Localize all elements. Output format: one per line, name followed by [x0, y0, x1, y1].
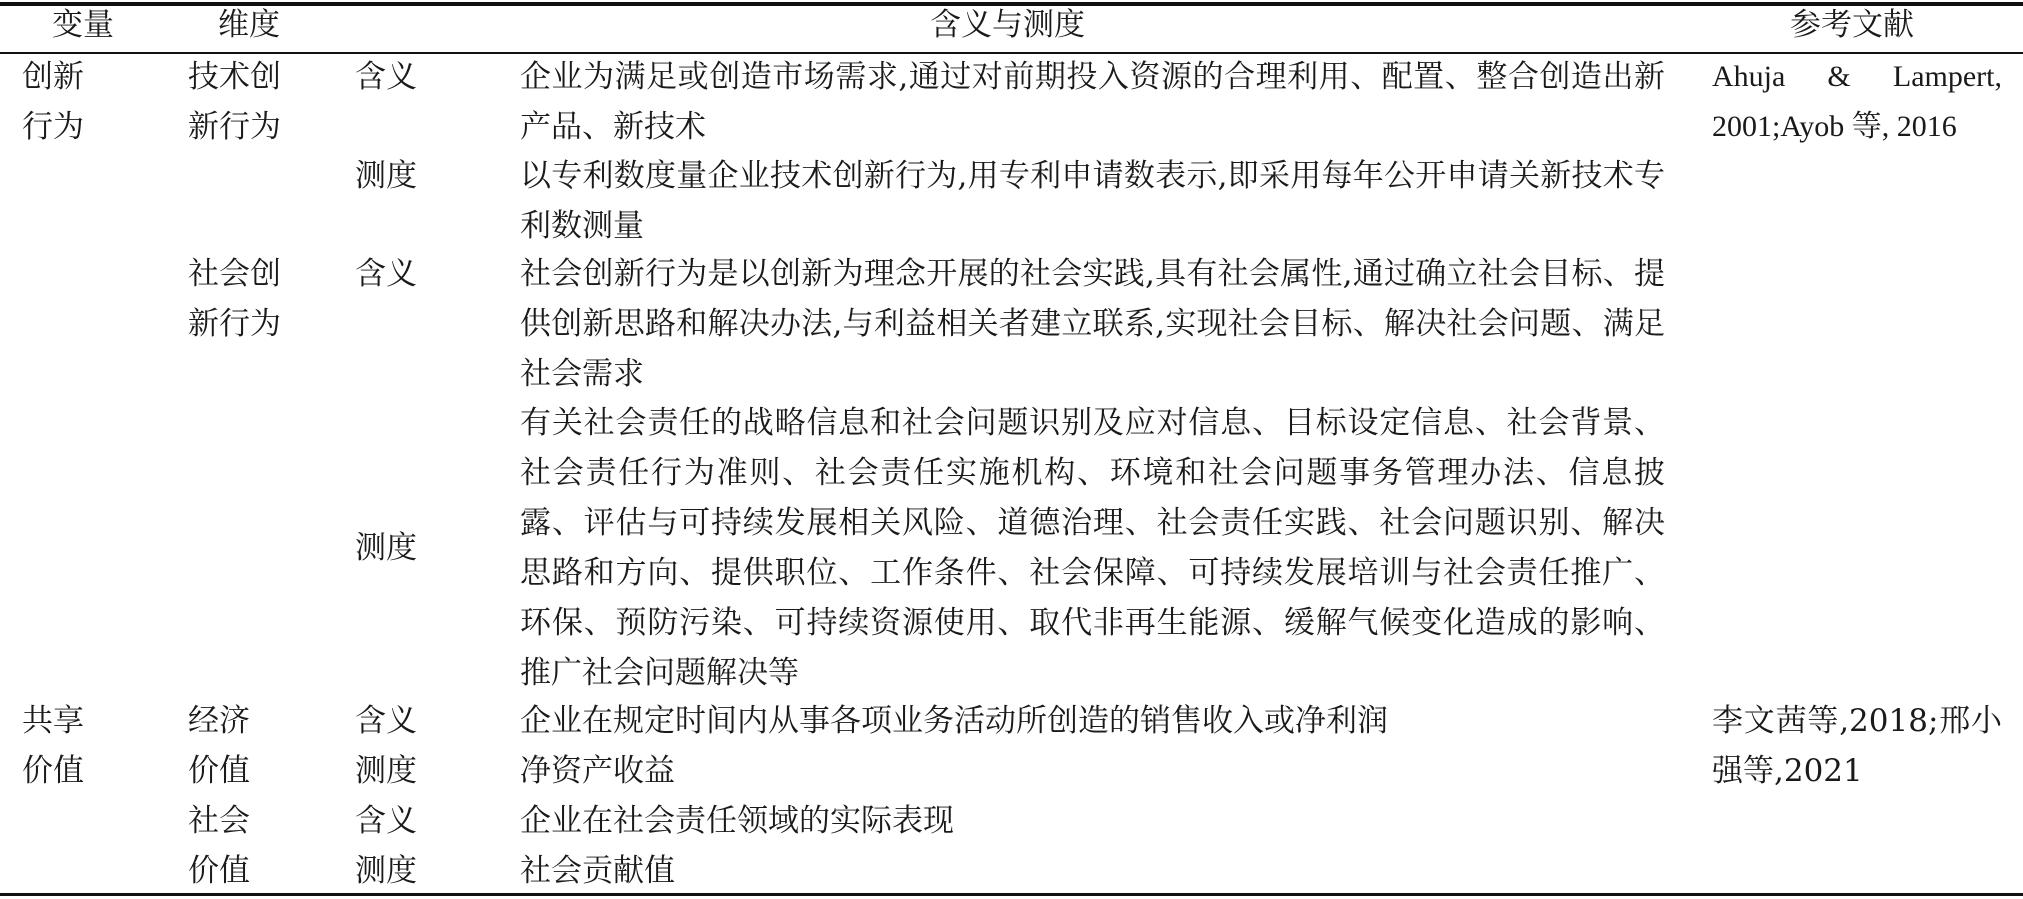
dimension-tech-line1: 技术创: [188, 59, 281, 95]
economic-measure-text: 净资产收益: [520, 753, 675, 789]
social-innovation-meaning-label: 含义: [355, 256, 417, 292]
innovation-reference: Ahuja & Lampert, 2001;Ayob 等, 2016: [1712, 60, 2002, 143]
tech-meaning-label: 含义: [355, 59, 417, 95]
variable-shared-value-line1: 共享: [22, 703, 84, 739]
dimension-social-value-line2: 价值: [188, 853, 250, 889]
tech-measure-label: 测度: [355, 158, 417, 194]
social-value-measure-text: 社会贡献值: [520, 853, 675, 889]
dimension-social-innovation-line2: 新行为: [188, 306, 281, 342]
social-innovation-measure-label: 测度: [355, 530, 417, 566]
dimension-tech-line2: 新行为: [188, 109, 281, 145]
economic-meaning-label: 含义: [355, 703, 417, 739]
shared-value-reference: 李文茜等,2018;邢小强等,2021: [1712, 703, 2002, 789]
variable-innovation-line2: 行为: [22, 109, 84, 145]
header-references: 参考文献: [1790, 7, 1914, 43]
economic-measure-label: 测度: [355, 753, 417, 789]
economic-meaning-text: 企业在规定时间内从事各项业务活动所创造的销售收入或净利润: [520, 703, 1388, 739]
social-value-meaning-text: 企业在社会责任领域的实际表现: [520, 803, 954, 839]
social-value-measure-label: 测度: [355, 853, 417, 889]
dimension-economic-line2: 价值: [188, 753, 250, 789]
bottom-rule: [0, 893, 2023, 896]
social-value-meaning-label: 含义: [355, 803, 417, 839]
social-innovation-measure-text: 有关社会责任的战略信息和社会问题识别及应对信息、目标设定信息、社会背景、社会责任行为准则、社会责任实施机构、环境和社会问题事务管理办法、信息披露、评估与可持续发展相关风险、道德治理、社会责任实践、社会问题识别、解决思路和方向、提供职位、工作条件、社会保障、可持续发展培训与社会责任推广、环保、预防污染、可持续资源使用、取代非再生能源、缓解气候变化造成的影响、推广社会问题解决等: [520, 405, 1665, 691]
header-meaning-measure: 含义与测度: [930, 7, 1085, 43]
variable-shared-value-line2: 价值: [22, 753, 84, 789]
dimension-economic-line1: 经济: [188, 703, 250, 739]
tech-measure-text: 以专利数度量企业技术创新行为,用专利申请数表示,即采用每年公开申请关新技术专利数测量: [520, 158, 1665, 244]
tech-meaning-text: 企业为满足或创造市场需求,通过对前期投入资源的合理利用、配置、整合创造出新产品、新技术: [520, 59, 1665, 145]
dimension-social-innovation-line1: 社会创: [188, 256, 281, 292]
variable-innovation-line1: 创新: [22, 59, 84, 95]
header-dimension: 维度: [218, 7, 280, 43]
social-innovation-meaning-text: 社会创新行为是以创新为理念开展的社会实践,具有社会属性,通过确立社会目标、提供创新思路和解决办法,与利益相关者建立联系,实现社会目标、解决社会问题、满足社会需求: [520, 256, 1665, 392]
dimension-social-value-line1: 社会: [188, 803, 250, 839]
header-variable: 变量: [52, 7, 114, 43]
